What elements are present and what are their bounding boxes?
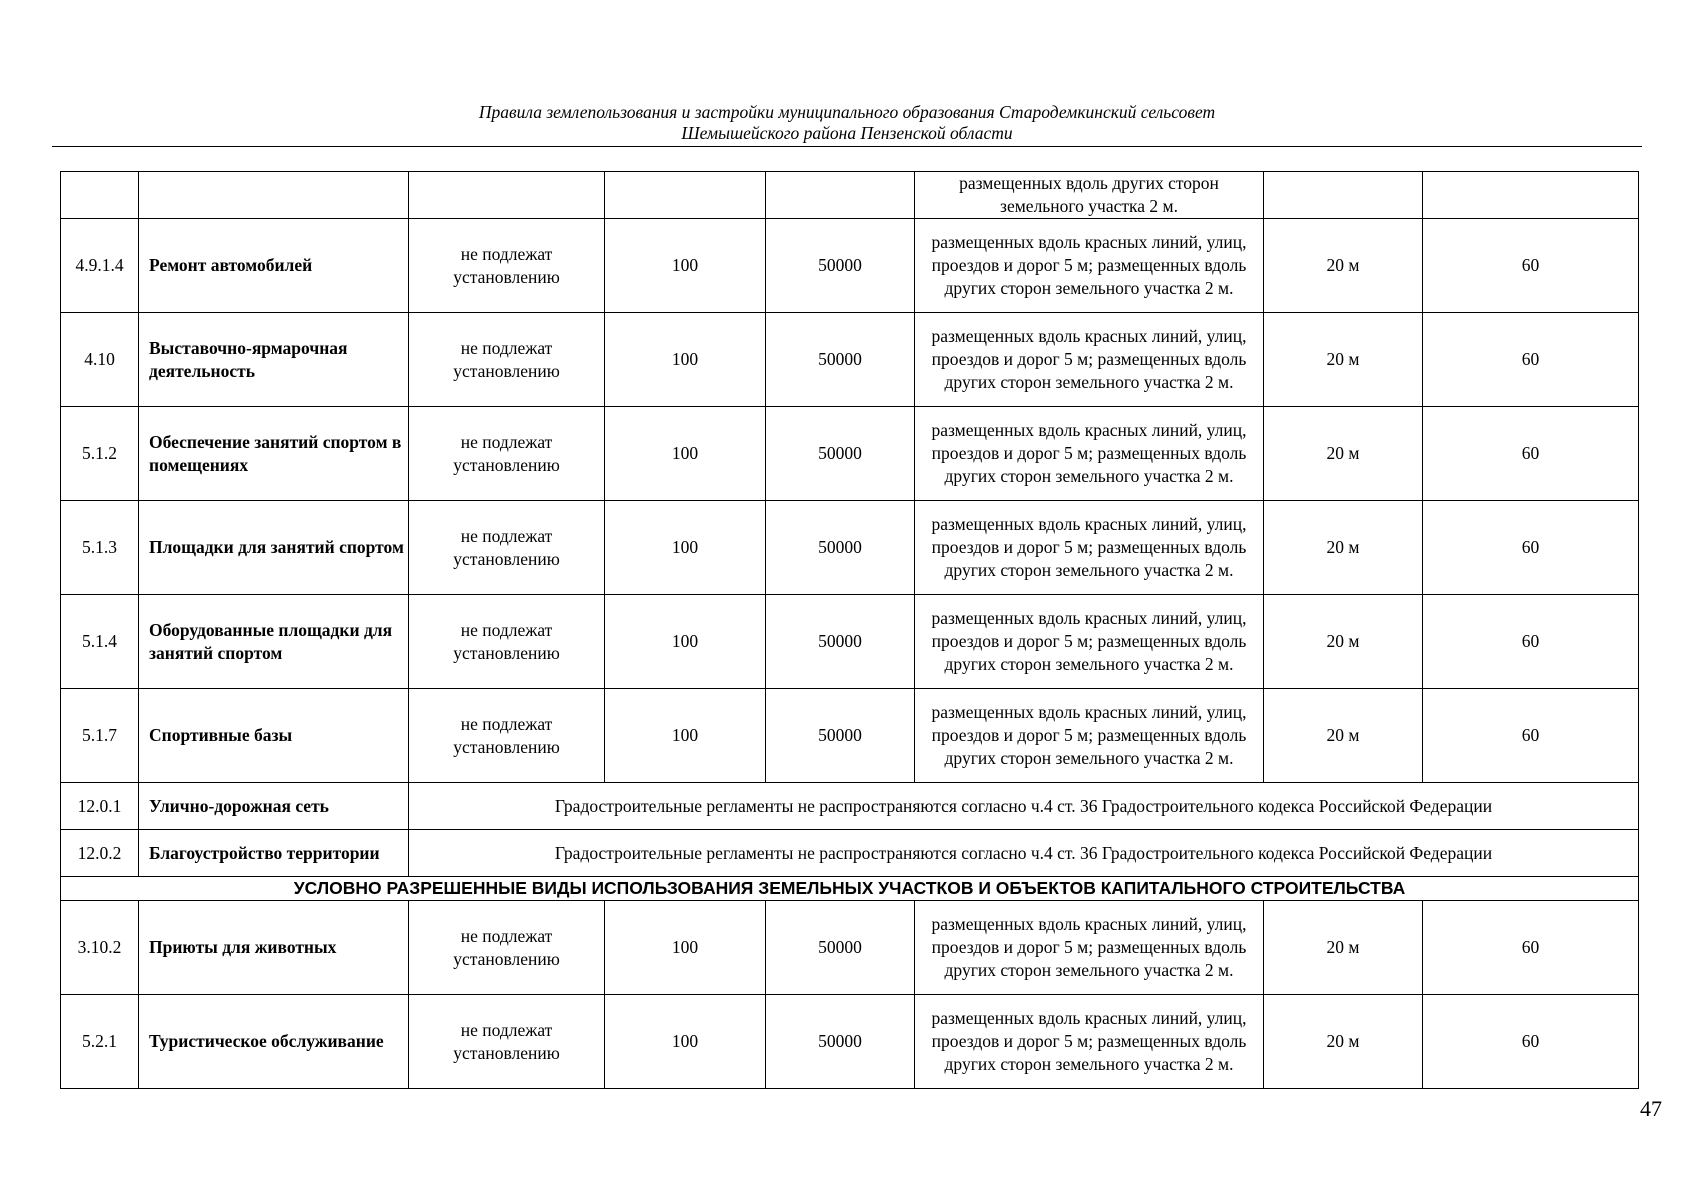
- cell-min-area: 100: [605, 995, 766, 1089]
- cell-floors: не подлежат установлению: [409, 501, 605, 595]
- cell-min-area: 100: [605, 407, 766, 501]
- table-row: [61, 901, 1639, 995]
- cell-setback: размещенных вдоль других сторон земельного участка 2 м.: [915, 172, 1264, 219]
- cell-floors: не подлежат установлению: [409, 219, 605, 313]
- cell-code: 5.1.4: [61, 595, 139, 689]
- cell-name: Обеспечение занятий спортом в помещениях: [139, 407, 409, 501]
- cell-height: 20 м: [1264, 689, 1423, 783]
- cell-height: 20 м: [1264, 407, 1423, 501]
- cell-coverage: 60: [1423, 689, 1639, 783]
- cell-code: 4.9.1.4: [61, 219, 139, 313]
- cell-min-area: 100: [605, 313, 766, 407]
- cell-code: 4.10: [61, 313, 139, 407]
- cell-exemption-note: Градостроительные регламенты не распространяются согласно ч.4 ст. 36 Градостроительного кодекса Российской Федерации: [409, 783, 1639, 830]
- cell-min-area: 100: [605, 501, 766, 595]
- section-title: УСЛОВНО РАЗРЕШЕННЫЕ ВИДЫ ИСПОЛЬЗОВАНИЯ ЗЕМЕЛЬНЫХ УЧАСТКОВ И ОБЪЕКТОВ КАПИТАЛЬНОГО СТРОИТЕЛЬСТВА: [61, 877, 1639, 901]
- cell-name: Выставочно-ярмарочная деятельность: [139, 313, 409, 407]
- cell-floors: не подлежат установлению: [409, 313, 605, 407]
- cell-code: 3.10.2: [61, 901, 139, 995]
- cell-coverage: [1423, 172, 1639, 219]
- cell-height: 20 м: [1264, 313, 1423, 407]
- cell-max-area: [766, 172, 915, 219]
- cell-name: Улично-дорожная сеть: [139, 783, 409, 830]
- cell-coverage: 60: [1423, 313, 1639, 407]
- table-row: [61, 501, 1639, 595]
- cell-setback: размещенных вдоль красных линий, улиц, проездов и дорог 5 м; размещенных вдоль других сторон земельного участка 2 м.: [915, 901, 1264, 995]
- cell-height: 20 м: [1264, 901, 1423, 995]
- cell-setback: размещенных вдоль красных линий, улиц, проездов и дорог 5 м; размещенных вдоль других сторон земельного участка 2 м.: [915, 407, 1264, 501]
- cell-floors: [409, 172, 605, 219]
- cell-min-area: 100: [605, 901, 766, 995]
- cell-max-area: 50000: [766, 313, 915, 407]
- table-row: [61, 313, 1639, 407]
- cell-coverage: 60: [1423, 219, 1639, 313]
- cell-min-area: 100: [605, 219, 766, 313]
- cell-height: [1264, 172, 1423, 219]
- cell-max-area: 50000: [766, 901, 915, 995]
- cell-height: 20 м: [1264, 995, 1423, 1089]
- cell-coverage: 60: [1423, 501, 1639, 595]
- cell-name: Оборудованные площадки для занятий спортом: [139, 595, 409, 689]
- table-body: [61, 172, 1639, 1089]
- cell-height: 20 м: [1264, 595, 1423, 689]
- cell-setback: размещенных вдоль красных линий, улиц, проездов и дорог 5 м; размещенных вдоль других сторон земельного участка 2 м.: [915, 501, 1264, 595]
- header-divider: [52, 146, 1642, 147]
- cell-name: Туристическое обслуживание: [139, 995, 409, 1089]
- cell-name: Благоустройство территории: [139, 830, 409, 877]
- cell-code: 5.1.2: [61, 407, 139, 501]
- cell-coverage: 60: [1423, 995, 1639, 1089]
- regulations-table: [60, 171, 1639, 1089]
- cell-setback: размещенных вдоль красных линий, улиц, проездов и дорог 5 м; размещенных вдоль других сторон земельного участка 2 м.: [915, 595, 1264, 689]
- cell-min-area: 100: [605, 689, 766, 783]
- cell-max-area: 50000: [766, 995, 915, 1089]
- cell-floors: не подлежат установлению: [409, 689, 605, 783]
- cell-floors: не подлежат установлению: [409, 995, 605, 1089]
- cell-setback: размещенных вдоль красных линий, улиц, проездов и дорог 5 м; размещенных вдоль других сторон земельного участка 2 м.: [915, 995, 1264, 1089]
- section-header-row: [61, 877, 1639, 901]
- cell-floors: не подлежат установлению: [409, 407, 605, 501]
- page-header: [52, 102, 1642, 144]
- cell-floors: не подлежат установлению: [409, 595, 605, 689]
- cell-floors: не подлежат установлению: [409, 901, 605, 995]
- table-row: [61, 407, 1639, 501]
- cell-exemption-note: Градостроительные регламенты не распространяются согласно ч.4 ст. 36 Градостроительного кодекса Российской Федерации: [409, 830, 1639, 877]
- cell-code: 5.1.3: [61, 501, 139, 595]
- cell-max-area: 50000: [766, 689, 915, 783]
- cell-max-area: 50000: [766, 219, 915, 313]
- cell-name: Площадки для занятий спортом: [139, 501, 409, 595]
- cell-max-area: 50000: [766, 501, 915, 595]
- cell-max-area: 50000: [766, 407, 915, 501]
- table-row: [61, 689, 1639, 783]
- cell-coverage: 60: [1423, 407, 1639, 501]
- cell-setback: размещенных вдоль красных линий, улиц, проездов и дорог 5 м; размещенных вдоль других сторон земельного участка 2 м.: [915, 219, 1264, 313]
- table-row-continued: [61, 172, 1639, 219]
- table-row: [61, 595, 1639, 689]
- cell-coverage: 60: [1423, 595, 1639, 689]
- cell-max-area: 50000: [766, 595, 915, 689]
- table-row-exempt: [61, 830, 1639, 877]
- cell-name: Приюты для животных: [139, 901, 409, 995]
- cell-name: Спортивные базы: [139, 689, 409, 783]
- cell-name: [139, 172, 409, 219]
- cell-min-area: 100: [605, 595, 766, 689]
- cell-setback: размещенных вдоль красных линий, улиц, проездов и дорог 5 м; размещенных вдоль других сторон земельного участка 2 м.: [915, 689, 1264, 783]
- cell-code: 12.0.2: [61, 830, 139, 877]
- header-line-1: Правила землепользования и застройки муниципального образования Стародемкинский сельсовет: [478, 102, 1216, 122]
- cell-code: 12.0.1: [61, 783, 139, 830]
- table-row: [61, 219, 1639, 313]
- cell-name: Ремонт автомобилей: [139, 219, 409, 313]
- table-row: [61, 995, 1639, 1089]
- cell-height: 20 м: [1264, 219, 1423, 313]
- page-number: 47: [1640, 1096, 1662, 1121]
- cell-code: 5.1.7: [61, 689, 139, 783]
- cell-coverage: 60: [1423, 901, 1639, 995]
- cell-code: [61, 172, 139, 219]
- cell-setback: размещенных вдоль красных линий, улиц, проездов и дорог 5 м; размещенных вдоль других сторон земельного участка 2 м.: [915, 313, 1264, 407]
- table-row-exempt: [61, 783, 1639, 830]
- cell-height: 20 м: [1264, 501, 1423, 595]
- cell-min-area: [605, 172, 766, 219]
- cell-code: 5.2.1: [61, 995, 139, 1089]
- header-line-2: Шемышейского района Пензенской области: [681, 123, 1013, 143]
